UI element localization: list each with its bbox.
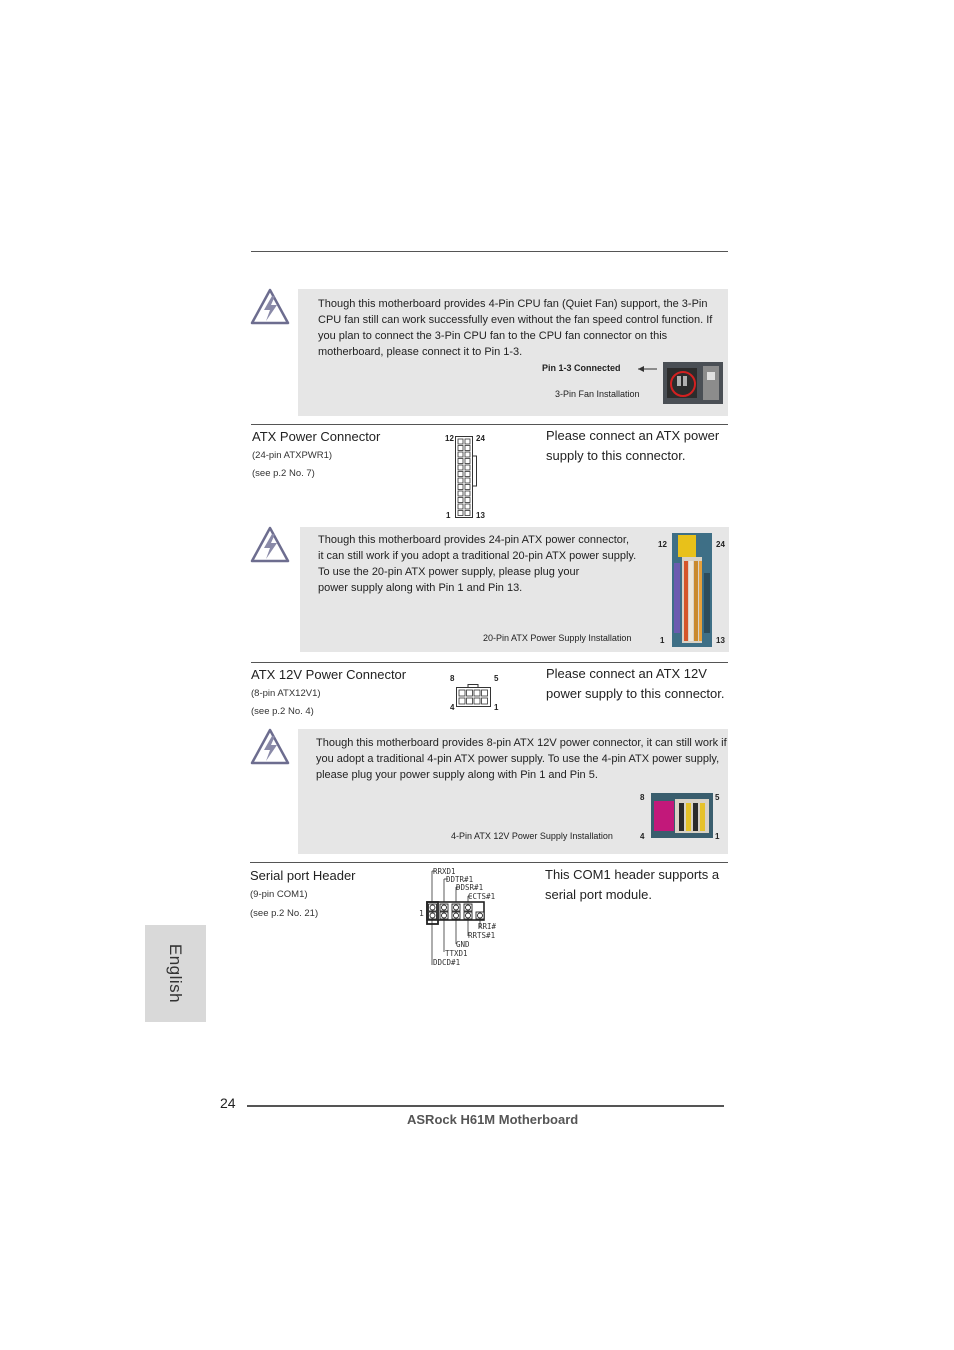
pin-label: 13 xyxy=(716,636,725,645)
com-signal-label: CCTS#1 xyxy=(468,892,496,901)
com-signal-label: DDTR#1 xyxy=(446,875,474,884)
atx-20pin-note-text xyxy=(318,532,658,596)
pin-one-label: 1 xyxy=(419,909,424,918)
com-signal-label: GND xyxy=(456,940,470,949)
pin-label: 4 xyxy=(450,703,455,712)
atx-power-desc: Please connect an ATX power supply to this connector. xyxy=(546,428,720,463)
note-line: Though this motherboard provides 24-pin ATX power connector, xyxy=(318,534,630,546)
fan-connector-photo xyxy=(663,362,723,404)
atx-power-sub: (24-pin ATXPWR1) xyxy=(252,450,333,461)
com-signal-label: RRI# xyxy=(478,922,497,931)
pin-label: 12 xyxy=(445,434,454,443)
atx12v-ref: (see p.2 No. 4) xyxy=(251,706,314,717)
footer-rule xyxy=(247,1105,724,1107)
atx-8pin-diagram xyxy=(456,684,492,708)
serial-ref: (see p.2 No. 21) xyxy=(250,908,319,919)
note-line: it can still work if you adopt a traditional 20-pin ATX power supply. xyxy=(318,550,637,562)
page-number: 24 xyxy=(220,1095,236,1111)
atx-power-ref: (see p.2 No. 7) xyxy=(252,468,315,479)
pin-label: 1 xyxy=(715,832,720,841)
serial-title: Serial port Header xyxy=(250,868,356,883)
section-rule xyxy=(251,424,728,425)
pin-label: 1 xyxy=(446,511,451,520)
language-side-tab xyxy=(145,925,206,1022)
com-signal-label: TTXD1 xyxy=(445,949,468,958)
pin-label: 5 xyxy=(715,793,720,802)
language-label: English xyxy=(166,943,186,1004)
pin-label: 12 xyxy=(658,540,667,549)
pin-connected-label: Pin 1-3 Connected xyxy=(542,363,621,373)
com-signal-label: RRTS#1 xyxy=(468,931,496,940)
atx-20pin-caption: 20-Pin ATX Power Supply Installation xyxy=(483,633,632,643)
atx12v-title: ATX 12V Power Connector xyxy=(251,667,407,682)
atx-20pin-photo xyxy=(672,533,712,647)
pin-label: 24 xyxy=(716,540,725,549)
pin-label: 4 xyxy=(640,832,645,841)
pin-label: 24 xyxy=(476,434,485,443)
atx12v-sub: (8-pin ATX12V1) xyxy=(251,688,321,699)
atx-24pin-diagram xyxy=(455,436,479,518)
atx12v-desc: Please connect an ATX 12V power supply to this connector. xyxy=(546,666,725,701)
note-line: To use the 20-pin ATX power supply, please plug your xyxy=(318,566,580,578)
warning-icon xyxy=(249,525,291,565)
warning-icon xyxy=(249,287,291,327)
warning-icon xyxy=(249,727,291,767)
section-rule xyxy=(251,662,728,663)
atx12v-4pin-photo xyxy=(651,793,713,838)
pin-label: 1 xyxy=(494,703,499,712)
serial-sub: (9-pin COM1) xyxy=(250,889,308,900)
pin-label: 8 xyxy=(450,674,455,683)
pin-label: 1 xyxy=(660,636,665,645)
com-signal-label: RRXD1 xyxy=(433,867,456,876)
atx12v-4pin-caption: 4-Pin ATX 12V Power Supply Installation xyxy=(451,831,613,841)
pin-label: 5 xyxy=(494,674,499,683)
pin-label: 8 xyxy=(640,793,645,802)
serial-desc: This COM1 header supports a serial port module. xyxy=(545,867,720,902)
product-name: ASRock H61M Motherboard xyxy=(407,1112,579,1127)
note-line: power supply along with Pin 1 and Pin 13. xyxy=(318,582,523,594)
com-signal-label: DDSR#1 xyxy=(456,883,484,892)
atx12v-4pin-note-text: Though this motherboard provides 8-pin ATX 12V power connector, it can still work if you adopt a traditional 4-pin ATX power supply. To use the 4-pin ATX power supply, please plug your power supply along with Pin 1 and Pin 5. xyxy=(316,737,727,781)
atx-power-title: ATX Power Connector xyxy=(252,429,381,444)
section-rule xyxy=(250,862,728,863)
fan-install-caption: 3-Pin Fan Installation xyxy=(555,389,640,399)
arrow-left-icon xyxy=(636,363,658,375)
com-signal-label: DDCD#1 xyxy=(433,958,461,967)
pin-label: 13 xyxy=(476,511,485,520)
top-rule xyxy=(251,251,728,252)
cpu-fan-note-text: Though this motherboard provides 4-Pin CPU fan (Quiet Fan) support, the 3-Pin CPU fan still can work successfully even without the fan speed control function. If you plan to connect the 3-Pin CPU fan to the CPU fan connector on this motherboard, please connect it to Pin 1-3. xyxy=(318,298,713,358)
